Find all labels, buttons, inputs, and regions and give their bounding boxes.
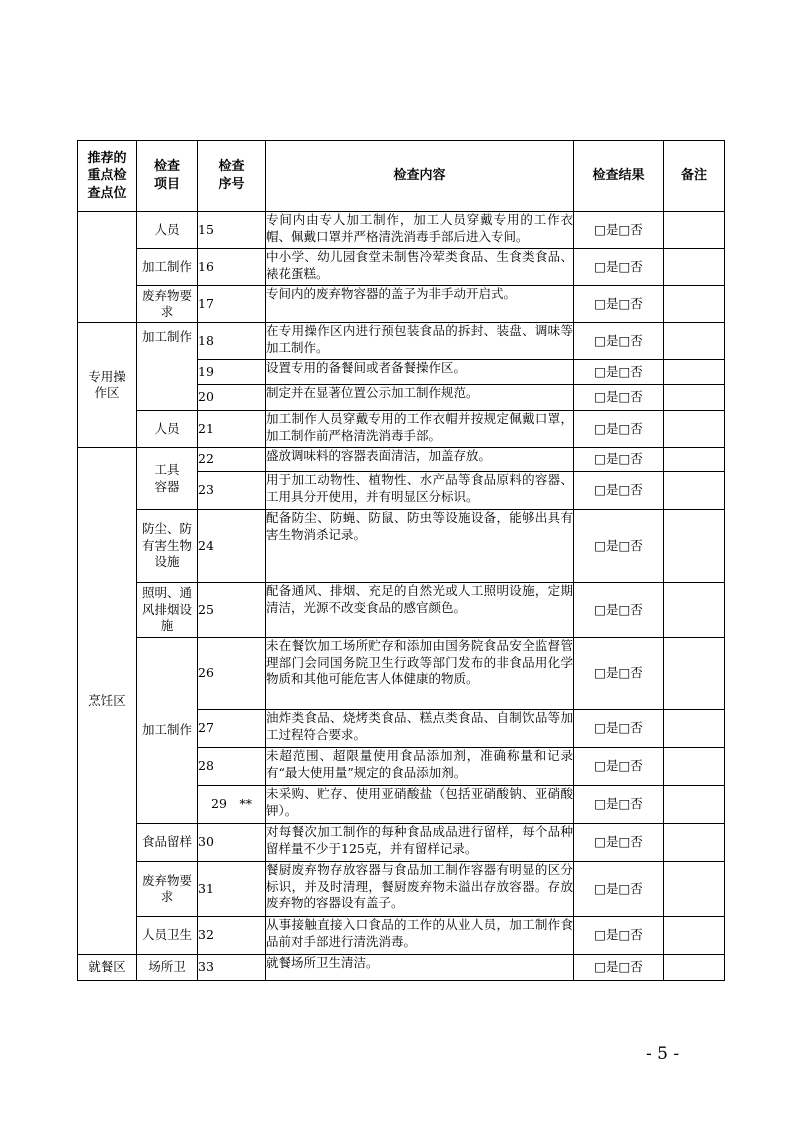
table-row: [78, 955, 725, 981]
result-checkbox[interactable]: □是□否: [574, 824, 664, 862]
result-checkbox[interactable]: □是□否: [574, 638, 664, 710]
result-checkbox[interactable]: □是□否: [574, 748, 664, 786]
result-checkbox[interactable]: □是□否: [574, 917, 664, 955]
row-number: 28: [198, 748, 266, 786]
note-cell[interactable]: [664, 323, 725, 360]
item-cell: 人员卫生: [137, 917, 198, 955]
row-number: 23: [198, 472, 266, 510]
item-cell: 食品留样: [137, 824, 198, 862]
header-result: 检查结果: [574, 141, 664, 212]
item-cell: 加工制作: [137, 323, 198, 411]
note-cell[interactable]: [664, 583, 725, 638]
result-checkbox[interactable]: □是□否: [574, 710, 664, 748]
table-row: [78, 638, 725, 710]
header-content: 检查内容: [266, 141, 574, 212]
row-number: 18: [198, 323, 266, 360]
table-row: [78, 824, 725, 862]
table-row: [78, 411, 725, 448]
table-row: [78, 862, 725, 917]
note-cell[interactable]: [664, 212, 725, 249]
row-content: 专间内的废弃物容器的盖子为非手动开启式。: [266, 286, 574, 323]
table-row: [78, 510, 725, 583]
item-cell: 加工制作: [137, 638, 198, 824]
row-number: 30: [198, 824, 266, 862]
item-cell: 照明、通风排烟设施: [137, 583, 198, 638]
table-row: [78, 212, 725, 249]
item-cell: 废弃物要求: [137, 862, 198, 917]
row-content: 制定并在显著位置公示加工制作规范。: [266, 385, 574, 411]
page-number: - 5 -: [646, 1044, 680, 1064]
note-cell[interactable]: [664, 955, 725, 981]
result-checkbox[interactable]: □是□否: [574, 955, 664, 981]
row-number: 27: [198, 710, 266, 748]
note-cell[interactable]: [664, 862, 725, 917]
result-checkbox[interactable]: □是□否: [574, 212, 664, 249]
row-content: 配备防尘、防蝇、防鼠、防虫等设施设备，能够出具有害生物消杀记录。: [266, 510, 574, 583]
row-content: 未超范围、超限量使用食品添加剂，准确称量和记录有“最大使用量”规定的食品添加剂。: [266, 748, 574, 786]
result-checkbox[interactable]: □是□否: [574, 249, 664, 286]
row-content: 配备通风、排烟、充足的自然光或人工照明设施，定期清洁，光源不改变食品的感官颜色。: [266, 583, 574, 638]
item-cell: 废弃物要求: [137, 286, 198, 323]
note-cell[interactable]: [664, 249, 725, 286]
note-cell[interactable]: [664, 710, 725, 748]
row-number: 20: [198, 385, 266, 411]
note-cell[interactable]: [664, 472, 725, 510]
note-cell[interactable]: [664, 638, 725, 710]
result-checkbox[interactable]: □是□否: [574, 360, 664, 385]
result-checkbox[interactable]: □是□否: [574, 411, 664, 448]
result-checkbox[interactable]: □是□否: [574, 583, 664, 638]
note-cell[interactable]: [664, 385, 725, 411]
row-content: 加工制作人员穿戴专用的工作衣帽并按规定佩戴口罩，加工制作前严格清洗消毒手部。: [266, 411, 574, 448]
row-number: 26: [198, 638, 266, 710]
note-cell[interactable]: [664, 286, 725, 323]
table-row: [78, 917, 725, 955]
note-cell[interactable]: [664, 448, 725, 472]
row-content: 在专用操作区内进行预包装食品的拆封、装盘、调味等加工制作。: [266, 323, 574, 360]
row-content: 未在餐饮加工场所贮存和添加由国务院食品安全监督管理部门会同国务院卫生行政等部门发布的非食品用化学物质和其他可能危害人体健康的物质。: [266, 638, 574, 710]
item-cell: 人员: [137, 212, 198, 249]
item-cell: 加工制作: [137, 249, 198, 286]
table-row: [78, 286, 725, 323]
row-number: 31: [198, 862, 266, 917]
result-checkbox[interactable]: □是□否: [574, 472, 664, 510]
area-label: 就餐区: [78, 955, 137, 981]
result-checkbox[interactable]: □是□否: [574, 862, 664, 917]
row-number: 33: [198, 955, 266, 981]
row-content: 未采购、贮存、使用亚硝酸盐（包括亚硝酸钠、亚硝酸钾）。: [266, 786, 574, 824]
header-area: 推荐的重点检查点位: [78, 141, 137, 212]
result-checkbox[interactable]: □是□否: [574, 286, 664, 323]
item-cell: 场所卫: [137, 955, 198, 981]
result-checkbox[interactable]: □是□否: [574, 510, 664, 583]
row-number: 17: [198, 286, 266, 323]
row-content: 就餐场所卫生清洁。: [266, 955, 574, 981]
row-content: 餐厨废弃物存放容器与食品加工制作容器有明显的区分标识，并及时清理，餐厨废弃物未溢出存放容器。存放废弃物的容器设有盖子。: [266, 862, 574, 917]
item-cell: 人员: [137, 411, 198, 448]
table-row: [78, 583, 725, 638]
table-row: [78, 323, 725, 360]
row-content: 设置专用的备餐间或者备餐操作区。: [266, 360, 574, 385]
result-checkbox[interactable]: □是□否: [574, 385, 664, 411]
row-content: 专间内由专人加工制作，加工人员穿戴专用的工作衣帽、佩戴口罩并严格清洗消毒手部后进入专间。: [266, 212, 574, 249]
inspection-table: [77, 140, 725, 981]
result-checkbox[interactable]: □是□否: [574, 323, 664, 360]
header-row: [78, 141, 725, 212]
header-item: 检查项目: [137, 141, 198, 212]
row-content: 从事接触直接入口食品的工作的从业人员，加工制作食品前对手部进行清洗消毒。: [266, 917, 574, 955]
note-cell[interactable]: [664, 510, 725, 583]
table-row: [78, 249, 725, 286]
row-content: 油炸类食品、烧烤类食品、糕点类食品、自制饮品等加工过程符合要求。: [266, 710, 574, 748]
note-cell[interactable]: [664, 917, 725, 955]
row-number: 25: [198, 583, 266, 638]
row-number: 19: [198, 360, 266, 385]
note-cell[interactable]: [664, 748, 725, 786]
note-cell[interactable]: [664, 411, 725, 448]
row-number: 24: [198, 510, 266, 583]
area-label: 专用操作区: [78, 323, 137, 448]
note-cell[interactable]: [664, 360, 725, 385]
row-number: 16: [198, 249, 266, 286]
row-number: 29 **: [198, 786, 266, 824]
row-content: 中小学、幼儿园食堂未制售冷荤类食品、生食类食品、裱花蛋糕。: [266, 249, 574, 286]
row-content: 用于加工动物性、植物性、水产品等食品原料的容器、工用具分开使用，并有明显区分标识。: [266, 472, 574, 510]
row-number: 21: [198, 411, 266, 448]
row-number: 15: [198, 212, 266, 249]
note-cell[interactable]: [664, 824, 725, 862]
area-label: 烹饪区: [78, 448, 137, 955]
item-cell: 工具容器: [137, 448, 198, 510]
row-number: 22: [198, 448, 266, 472]
result-checkbox[interactable]: □是□否: [574, 448, 664, 472]
row-number: 32: [198, 917, 266, 955]
result-checkbox[interactable]: □是□否: [574, 786, 664, 824]
note-cell[interactable]: [664, 786, 725, 824]
row-content: 对每餐次加工制作的每种食品成品进行留样，每个品种留样量不少于125克，并有留样记录。: [266, 824, 574, 862]
header-note: 备注: [664, 141, 725, 212]
table-row: [78, 448, 725, 472]
row-content: 盛放调味料的容器表面清洁，加盖存放。: [266, 448, 574, 472]
item-cell: 防尘、防有害生物设施: [137, 510, 198, 583]
header-num: 检查序号: [198, 141, 266, 212]
area-blank: [78, 212, 137, 323]
